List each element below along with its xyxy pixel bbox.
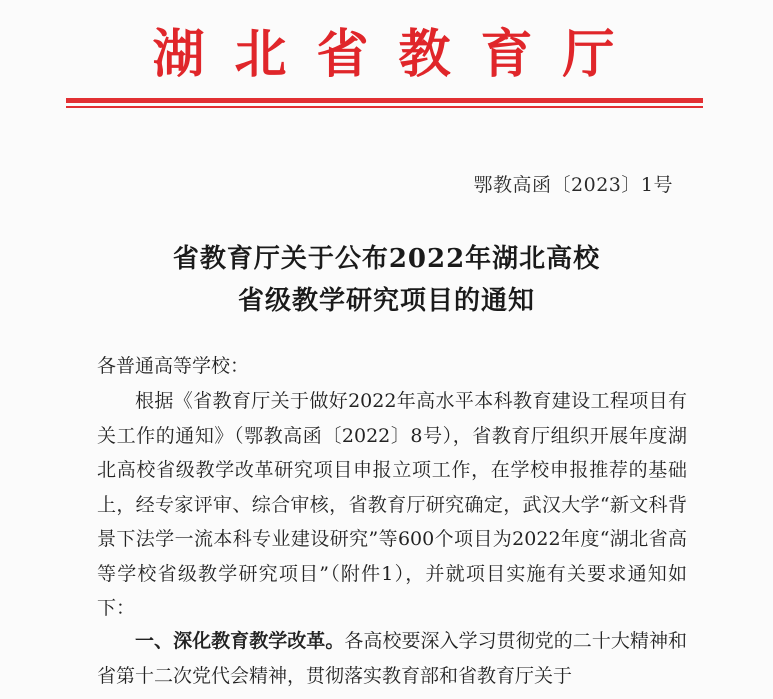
letterhead-rule-thin: [66, 106, 703, 108]
document-number: 鄂教高函〔2023〕1号: [473, 174, 673, 196]
letterhead-title: 湖北省教育厅: [152, 24, 645, 85]
section-1-heading: 一、深化教育教学改革。: [135, 630, 345, 652]
body-paragraph-1: 根据《省教育厅关于做好2022年高水平本科教育建设工程项目有关工作的通知》（鄂教高函〔2022〕8号），省教育厅组织开展年度湖北高校省级教学改革研究项目申报立项工作，在学校申报推荐的基础上，经专家评审、综合审核，省教育厅研究确定，武汉大学“新文科背景下法学一流本科专业建设研究”等600个项目为2022年度“湖北省高等学校省级教学研究项目”（附件1），并就项目实施有关要求通知如下：: [97, 390, 687, 619]
section-1-text: 各高校要深入学习贯彻党的二十大精神和省第十二次党代会精神，贯彻落实教育部和省教育厅关于: [97, 630, 687, 687]
letterhead-rule-thick: [66, 98, 703, 103]
document-title-line-2: 省级教学研究项目的通知: [237, 286, 535, 316]
section-1: [97, 624, 687, 693]
document-title-line-1: 省教育厅关于公布2022年湖北高校: [172, 244, 601, 274]
salutation: 各普通高等学校：: [97, 355, 250, 377]
